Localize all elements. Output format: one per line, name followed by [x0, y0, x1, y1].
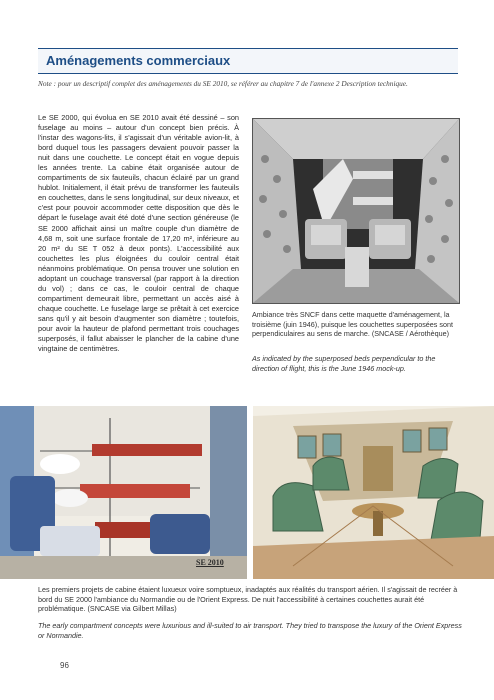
- bottom-caption-french: Les premiers projets de cabine étaient luxueux voire somptueux, inadaptés aux réalités du transport aérien. Il s'agissait de recréer à bord du SE 2000 l'ambiance du Normandie ou de l'Orient Express. De nuit l'accessibilité à certaines couchettes aurait été problématique. (SNCASE via Gilbert Millas): [38, 585, 458, 614]
- sleeping-compartment-artwork: [0, 406, 247, 579]
- compartment-bunks-illustration: [0, 406, 247, 579]
- section-heading: Aménagements commerciaux: [46, 53, 231, 68]
- cabin-mockup-photo: [252, 118, 460, 304]
- section-heading-box: [38, 48, 458, 74]
- lounge-cabin-artwork: [253, 406, 494, 579]
- photo-caption-french: Ambiance très SNCF dans cette maquette d'aménagement, la troisième (juin 1946), puisque les couchettes superposées sont perpendiculaires au sens de marche. (SNCASE / Aérothèque): [252, 310, 453, 339]
- photo-caption-english: As indicated by the superposed beds perpendicular to the direction of flight, this is the June 1946 mock-up.: [252, 354, 436, 373]
- lounge-cabin-illustration: [253, 406, 494, 579]
- page-number: 96: [60, 661, 69, 670]
- body-paragraph: Le SE 2000, qui évolua en SE 2010 avait été dessiné – son fuselage au moins – autour d'un concept bien précis. À l'instar des wagons-lits, il s'agissait d'un véritable avion-lit, à bord duquel tous les passagers devaient pouvoir passer la nuit dans une couchette. Le concept était en vogue depuis les années trente. La cabine était organisée autour de compartiments de six fauteuils, chacun éclairé par un grand hublot. Initialement, il était prévu de transformer les fauteuils en couchettes, dans le sens longitudinal, sur deux niveaux, et c'est pour pouvoir accommoder cette disposition que dès le départ le fuselage avait été doté d'une section généreuse (le SE 2000 affichait ainsi un maître couple d'un diamètre de 4,68 m, soit une surface frontale de 17,20 m², inférieure au 20 m² du SE T 052 à deux ponts). L'accessibilité aux couchettes les plus éloignées du couloir central était néanmoins problématique. On pensa trouver une solution en adoptant un couchage transversal (par rapport à la direction du vol) ; dans ce cas, le couloir central de chaque compartiment demeurait libre, permettant un accès aisé à chaque couchette. Le fuselage large se prêtait à cet exercice sans qu'il y ait besoin d'augmenter son diamètre ; toutefois, pour avoir la hauteur de plafond permettant trois couchages superposés, il fallut abaisser le plancher de la cabine d'une vingtaine de centimètres.: [38, 113, 239, 354]
- bottom-caption-english: The early compartment concepts were luxurious and ill-suited to air transport. They tried to transpose the luxury of the Orient Express or Normandie.: [38, 621, 462, 640]
- cabin-mockup-illustration: [253, 119, 459, 303]
- reference-note: Note : pour un descriptif complet des aménagements du SE 2010, se référer au chapitre 7 de l'annexe 2 Description technique.: [38, 79, 408, 88]
- artwork-signature: SE 2010: [196, 558, 224, 567]
